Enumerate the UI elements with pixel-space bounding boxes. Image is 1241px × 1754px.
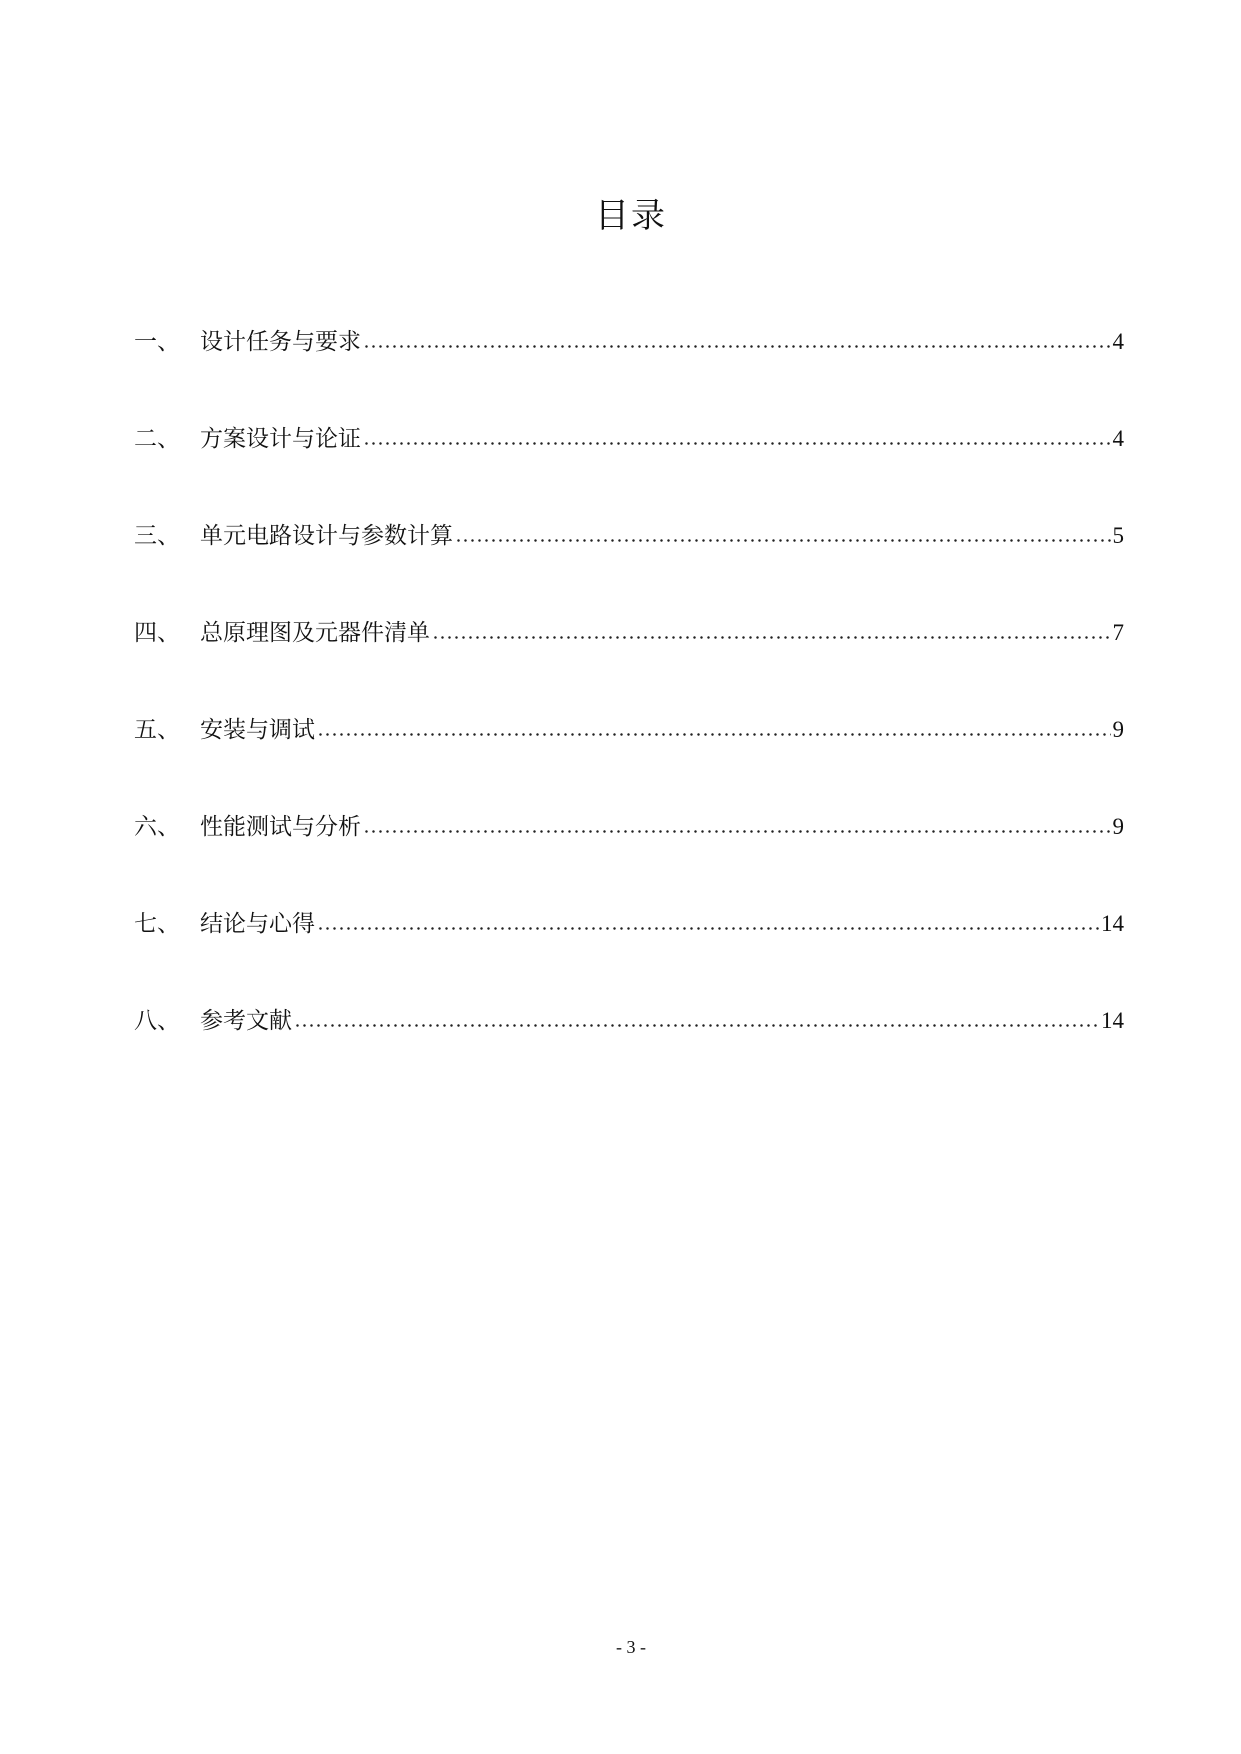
dot-leader — [432, 636, 1111, 639]
toc-number: 二、 — [134, 426, 180, 452]
toc-page-number: 14 — [1101, 1008, 1124, 1033]
toc-label: 性能测试与分析 — [200, 814, 361, 840]
dot-leader — [455, 539, 1111, 542]
toc-label: 总原理图及元器件清单 — [200, 620, 430, 646]
dot-leader — [294, 1024, 1099, 1027]
dot-leader — [363, 830, 1111, 833]
toc-number: 三、 — [134, 523, 180, 549]
toc-page-number: 4 — [1112, 329, 1124, 354]
toc-label: 参考文献 — [200, 1008, 292, 1034]
toc-number: 六、 — [134, 814, 180, 840]
page-number: - 3 - — [616, 1637, 646, 1657]
toc-number: 五、 — [134, 717, 180, 743]
toc-label: 安装与调试 — [200, 717, 315, 743]
toc-number: 一、 — [134, 329, 180, 355]
toc-label: 方案设计与论证 — [200, 426, 361, 452]
toc-entry-8[interactable] — [134, 1004, 1124, 1038]
dot-leader — [363, 442, 1111, 445]
toc-number: 四、 — [134, 620, 180, 646]
toc-entry-1[interactable] — [134, 325, 1124, 359]
toc-number: 八、 — [134, 1008, 180, 1034]
toc-label: 单元电路设计与参数计算 — [200, 523, 453, 549]
toc-page-number: 14 — [1101, 911, 1124, 936]
toc-entry-7[interactable] — [134, 907, 1124, 941]
page-title: 目录 — [595, 196, 667, 236]
toc-entry-2[interactable] — [134, 422, 1124, 456]
toc-label: 设计任务与要求 — [200, 329, 361, 355]
dot-leader — [317, 927, 1099, 930]
toc-number: 七、 — [134, 911, 180, 937]
toc-entry-4[interactable] — [134, 616, 1124, 650]
dot-leader — [363, 345, 1111, 348]
toc-page-number: 7 — [1112, 620, 1124, 645]
toc-entry-3[interactable] — [134, 519, 1124, 553]
table-of-contents — [134, 325, 1124, 1101]
toc-page-number: 4 — [1112, 426, 1124, 451]
toc-page-number: 5 — [1112, 523, 1124, 548]
toc-entry-5[interactable] — [134, 713, 1124, 747]
toc-page-number: 9 — [1112, 814, 1124, 839]
toc-page-number: 9 — [1112, 717, 1124, 742]
toc-label: 结论与心得 — [200, 911, 315, 937]
toc-entry-6[interactable] — [134, 810, 1124, 844]
dot-leader — [317, 733, 1111, 736]
